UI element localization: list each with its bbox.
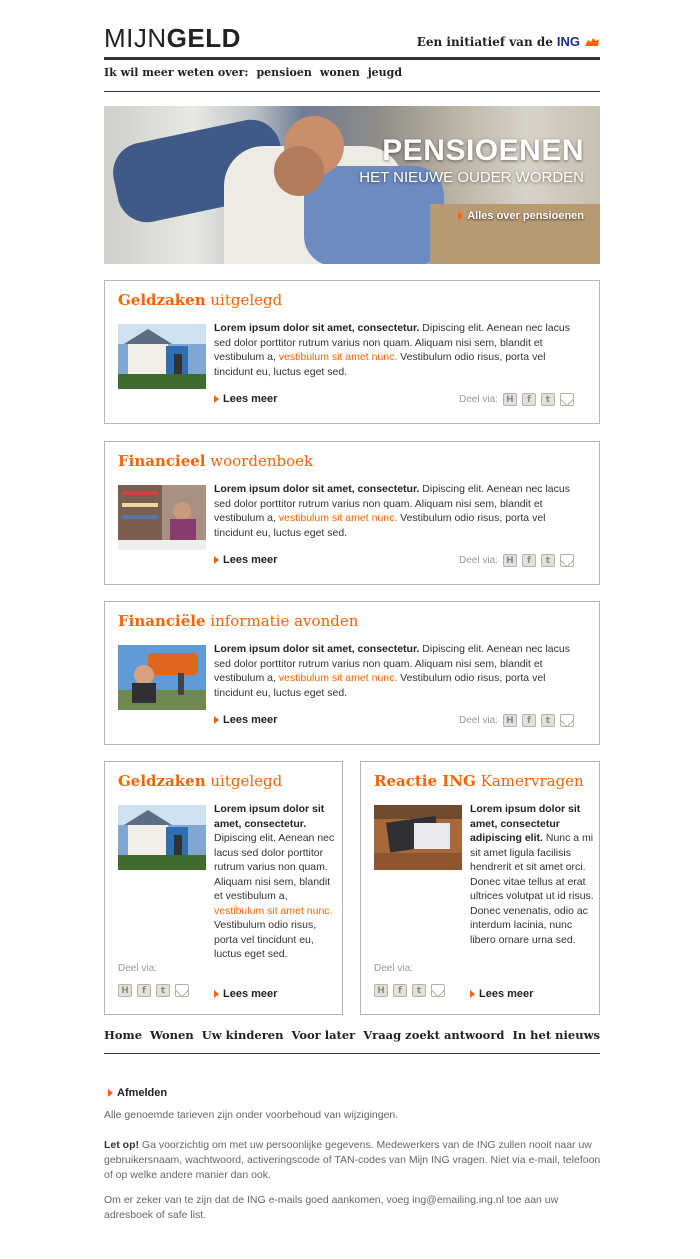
article-card xyxy=(104,601,600,745)
article-title[interactable]: Geldzaken uitgelegd xyxy=(118,291,283,309)
footer-link-in-het-nieuws[interactable]: In het nieuws xyxy=(512,1028,600,1042)
arrow-right-icon xyxy=(214,395,219,403)
facebook-icon[interactable]: f xyxy=(137,984,151,997)
article-card-small xyxy=(360,761,600,1015)
arrow-right-icon xyxy=(214,716,219,724)
share-label: Deel via: xyxy=(374,963,413,974)
read-more-link[interactable]: Lees meer xyxy=(470,988,533,1000)
arrow-right-icon xyxy=(458,212,463,220)
mail-icon[interactable] xyxy=(175,984,189,997)
article-inline-link[interactable]: vestibulum sit amet nunc. xyxy=(278,512,398,524)
hyves-icon[interactable]: H xyxy=(503,714,517,727)
article-title[interactable]: Financiële informatie avonden xyxy=(118,612,359,630)
topic-link-wonen[interactable]: wonen xyxy=(319,66,360,79)
disclaimer-text: Alle genoemde tarieven zijn onder voorbehoud van wijzigingen. xyxy=(104,1109,399,1121)
ing-brand: ING xyxy=(556,34,580,49)
hyves-icon[interactable]: H xyxy=(118,984,132,997)
article-thumbnail[interactable] xyxy=(118,645,206,710)
read-more-link[interactable]: Lees meer xyxy=(214,714,277,726)
facebook-icon[interactable]: f xyxy=(522,393,536,406)
article-card xyxy=(104,441,600,585)
twitter-icon[interactable]: t xyxy=(156,984,170,997)
article-text: Lorem ipsum dolor sit amet, consectetur. Dipiscing elit. Aenean nec lacus sed dolor porttitor rutrum varius non quam. Aliquam nisi sem, blandit et vestibulum a, vestibulum sit amet nunc. Vestibulum odio risus, porta vel tincidunt eu, luctus eget sed. xyxy=(214,643,570,699)
mail-icon[interactable] xyxy=(560,393,574,406)
article-text: Lorem ipsum dolor sit amet, consectetur. Dipiscing elit. Aenean nec lacus sed dolor porttitor rutrum varius non quam. Aliquam nisi sem, blandit et vestibulum a, vestibulum sit amet nunc. Vestibulum odio risus, porta vel tincidunt eu, luctus eget sed. xyxy=(214,322,570,378)
share-label: Deel via: xyxy=(118,963,157,974)
twitter-icon[interactable]: t xyxy=(412,984,426,997)
twitter-icon[interactable]: t xyxy=(541,393,555,406)
read-more-link[interactable]: Lees meer xyxy=(214,988,277,1000)
mijngeld-logo[interactable]: MIJNGELD xyxy=(104,23,241,53)
hero-link[interactable]: Alles over pensioenen xyxy=(458,210,584,222)
article-title[interactable]: Reactie ING Kamervragen xyxy=(374,772,584,790)
initiative-label xyxy=(417,34,600,49)
share-bar xyxy=(118,984,189,997)
share-bar: Deel via: H f t xyxy=(459,714,574,727)
article-thumbnail[interactable] xyxy=(118,324,206,389)
topic-link-pensioen[interactable]: pensioen xyxy=(256,66,312,79)
footer-link-uw-kinderen[interactable]: Uw kinderen xyxy=(201,1028,284,1042)
share-bar xyxy=(374,984,445,997)
mail-icon[interactable] xyxy=(560,714,574,727)
safelist-text: Om er zeker van te zijn dat de ING e-mails goed aankomen, voeg ing@emailing.ing.nl toe aan uw adresboek of safe list. xyxy=(104,1194,559,1221)
read-more-link[interactable]: Lees meer xyxy=(214,554,277,566)
footer-link-voor-later[interactable]: Voor later xyxy=(291,1028,356,1042)
footer-nav xyxy=(104,1028,600,1054)
initiative-text: Een initiatief van de xyxy=(416,34,553,49)
hero-subtitle: HET NIEUWE OUDER WORDEN xyxy=(359,169,584,186)
mail-icon[interactable] xyxy=(431,984,445,997)
hero-title: PENSIOENEN xyxy=(382,134,584,167)
hyves-icon[interactable]: H xyxy=(374,984,388,997)
article-text: Lorem ipsum dolor sit amet, consectetur. Dipiscing elit. Aenean nec lacus sed dolor porttitor rutrum varius non quam. Aliquam nisi sem, blandit et vestibulum a, vestibulum sit amet nunc. Vestibulum odio risus, porta vel tincidunt eu, luctus eget sed. xyxy=(214,803,335,960)
hero-photo-decor xyxy=(274,146,324,196)
article-card-small xyxy=(104,761,343,1015)
article-text: Lorem ipsum dolor sit amet, consectetur. Dipiscing elit. Aenean nec lacus sed dolor porttitor rutrum varius non quam. Aliquam nisi sem, blandit et vestibulum a, vestibulum sit amet nunc. Vestibulum odio risus, porta vel tincidunt eu, luctus eget sed. xyxy=(214,483,570,539)
arrow-right-icon xyxy=(214,990,219,998)
article-inline-link[interactable]: vestibulum sit amet nunc. xyxy=(278,351,398,363)
arrow-right-icon xyxy=(108,1089,113,1097)
footer-link-wonen[interactable]: Wonen xyxy=(150,1028,194,1042)
facebook-icon[interactable]: f xyxy=(393,984,407,997)
article-title[interactable]: Geldzaken uitgelegd xyxy=(118,772,283,790)
article-text: Lorem ipsum dolor sit amet, consectetur adipiscing elit. Nunc a mi sit amet ligula facilisis hendrerit et sit amet orci. Donec vitae tellus at erat ultrices volutpat ut id risus. Donec venenatis, odio ac interdum lacinia, nunc libero ornare urna sed. xyxy=(470,803,594,946)
article-inline-link[interactable]: vestibulum sit amet nunc. xyxy=(278,672,398,684)
share-bar: Deel via: H f t xyxy=(459,393,574,406)
footer-link-vraag-zoekt-antwoord[interactable]: Vraag zoekt antwoord xyxy=(363,1028,505,1042)
hyves-icon[interactable]: H xyxy=(503,393,517,406)
arrow-right-icon xyxy=(470,990,475,998)
article-card xyxy=(104,280,600,424)
security-warning: Let op! Ga voorzichtig om met uw persoonlijke gegevens. Medewerkers van de ING zullen nooit naar uw gebruikersnaam, wachtwoord, activeringscode of TAN-codes van Mijn ING vragen. Niet via e-mail, telefoon of op welke andere manier dan ook. xyxy=(104,1139,601,1181)
twitter-icon[interactable]: t xyxy=(541,554,555,567)
ing-lion-icon xyxy=(584,36,600,48)
twitter-icon[interactable]: t xyxy=(541,714,555,727)
header xyxy=(104,22,600,60)
arrow-right-icon xyxy=(214,556,219,564)
topic-nav-label: Ik wil meer weten over: xyxy=(104,66,249,79)
hero-banner[interactable] xyxy=(104,106,600,264)
article-thumbnail[interactable] xyxy=(374,805,462,870)
hyves-icon[interactable]: H xyxy=(503,554,517,567)
article-title[interactable]: Financieel woordenboek xyxy=(118,452,314,470)
article-inline-link[interactable]: vestibulum sit amet nunc. xyxy=(214,904,333,917)
footer-link-home[interactable]: Home xyxy=(104,1028,143,1042)
article-thumbnail[interactable] xyxy=(118,485,206,550)
article-thumbnail[interactable] xyxy=(118,805,206,870)
facebook-icon[interactable]: f xyxy=(522,554,536,567)
read-more-link[interactable]: Lees meer xyxy=(214,393,277,405)
mail-icon[interactable] xyxy=(560,554,574,567)
topic-link-jeugd[interactable]: jeugd xyxy=(367,66,403,79)
facebook-icon[interactable]: f xyxy=(522,714,536,727)
share-bar: Deel via: H f t xyxy=(459,554,574,567)
unsubscribe-link[interactable]: Afmelden xyxy=(108,1087,167,1099)
topic-nav xyxy=(104,66,600,92)
